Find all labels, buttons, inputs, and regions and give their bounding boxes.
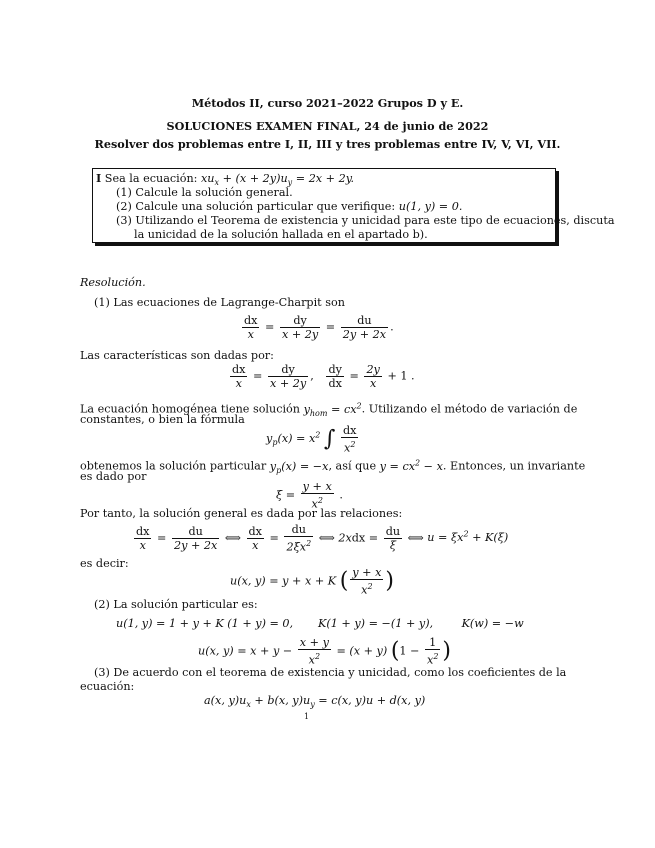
solution-para-5: Por tanto, la solución general es dada por las relaciones: [80, 507, 403, 520]
solution-para-2: Las características son dadas por: [80, 349, 274, 362]
problem-equation: $xu_x + (x + 2y)u_y = 2x + 2y$. [200, 172, 355, 188]
particular-solution-conditions: u(1, y) = 1 + y + K (1 + y) = 0, K(1 + y) = −(1 + y), K(w) = −w [116, 617, 524, 630]
page-number: 1 [304, 712, 310, 721]
general-relations-equation: $\frac{dx}{x}$ = $\frac{du}{2y + 2x}$ ⟺ $\frac{dx}{x}$ = $\frac{du}{2\xi x^2}$ ⟺ 2xdx = $\frac{du}{\xi}$ ⟺ $u = \xi x^2 + K(\xi)$ [136, 523, 509, 554]
problem-intro: Sea la ecuación: [104, 172, 201, 185]
problem-label: I [96, 171, 102, 185]
solution-para-6: es decir: [80, 557, 129, 570]
course-title: Métodos II, curso 2021–2022 Grupos D y E. [191, 96, 464, 110]
solution-para-3: La ecuación homogénea tiene solución $y_{hom} = cx^2$. Utilizando el método de variación de [80, 401, 578, 418]
solution-para-1: (1) Las ecuaciones de Lagrange-Charpit son [94, 296, 345, 309]
general-linear-equation: a(x, $y)u_x + b(x$, $y)u_y = c(x$, y)u + d(x, y) [204, 694, 426, 710]
problem-item-3-cont: la unicidad de la solución hallada en el apartado b). [134, 228, 428, 241]
invariant-equation: ξ = $\frac{y + x}{x^2}$ . [276, 480, 343, 511]
exam-instructions: Resolver dos problemas entre I, II, III y tres problemas entre IV, V, VI, VII. [94, 137, 561, 151]
characteristics-equations: $\frac{dx}{x}$ = $\frac{dy}{x + 2y}$ , $\frac{dy}{dx}$ = $\frac{2y}{x}$ + 1 . [232, 363, 415, 390]
problem-item-2: (2) Calcule una solución particular que verifique: u(1, y) = 0. [116, 200, 463, 213]
variation-formula: $y_p(x) = x^2$ ∫ $\frac{dx}{x^2}$ [266, 424, 357, 455]
problem-item-3: (3) Utilizando el Teorema de existencia y unicidad para este tipo de ecuaciones, discuta [116, 214, 615, 227]
solution-para-4-cont: es dado por [80, 470, 147, 483]
solution-para-8: (3) De acuerdo con el teorema de existencia y unicidad, como los coeficientes de la [94, 666, 567, 679]
solution-para-3-cont: constantes, o bien la fórmula [80, 413, 245, 426]
general-solution-equation: u(x, y) = y + x + K ( $\frac{y + x}{x^2}$ ) [230, 566, 394, 597]
solution-para-8-cont: ecuación: [80, 680, 135, 693]
exam-title: SOLUCIONES EXAMEN FINAL, 24 de junio de 2022 [166, 119, 489, 133]
solution-para-4: obtenemos la solución particular $y_p(x) = -x$, así que $y = cx^2 - x$. Entonces, un invariante [80, 458, 586, 475]
lagrange-charpit-equations: $\frac{dx}{x}$ = $\frac{dy}{x + 2y}$ = $\frac{du}{2y + 2x}$ . [244, 314, 394, 341]
particular-solution-equation: u(x, y) = x + y − $\frac{x + y}{x^2}$ = (x + y) (1 − $\frac{1}{x^2}$ ) [198, 636, 452, 667]
problem-item-1: (1) Calcule la solución general. [116, 186, 293, 199]
solution-heading: Resolución. [80, 276, 146, 289]
solution-para-7: (2) La solución particular es: [94, 598, 258, 611]
